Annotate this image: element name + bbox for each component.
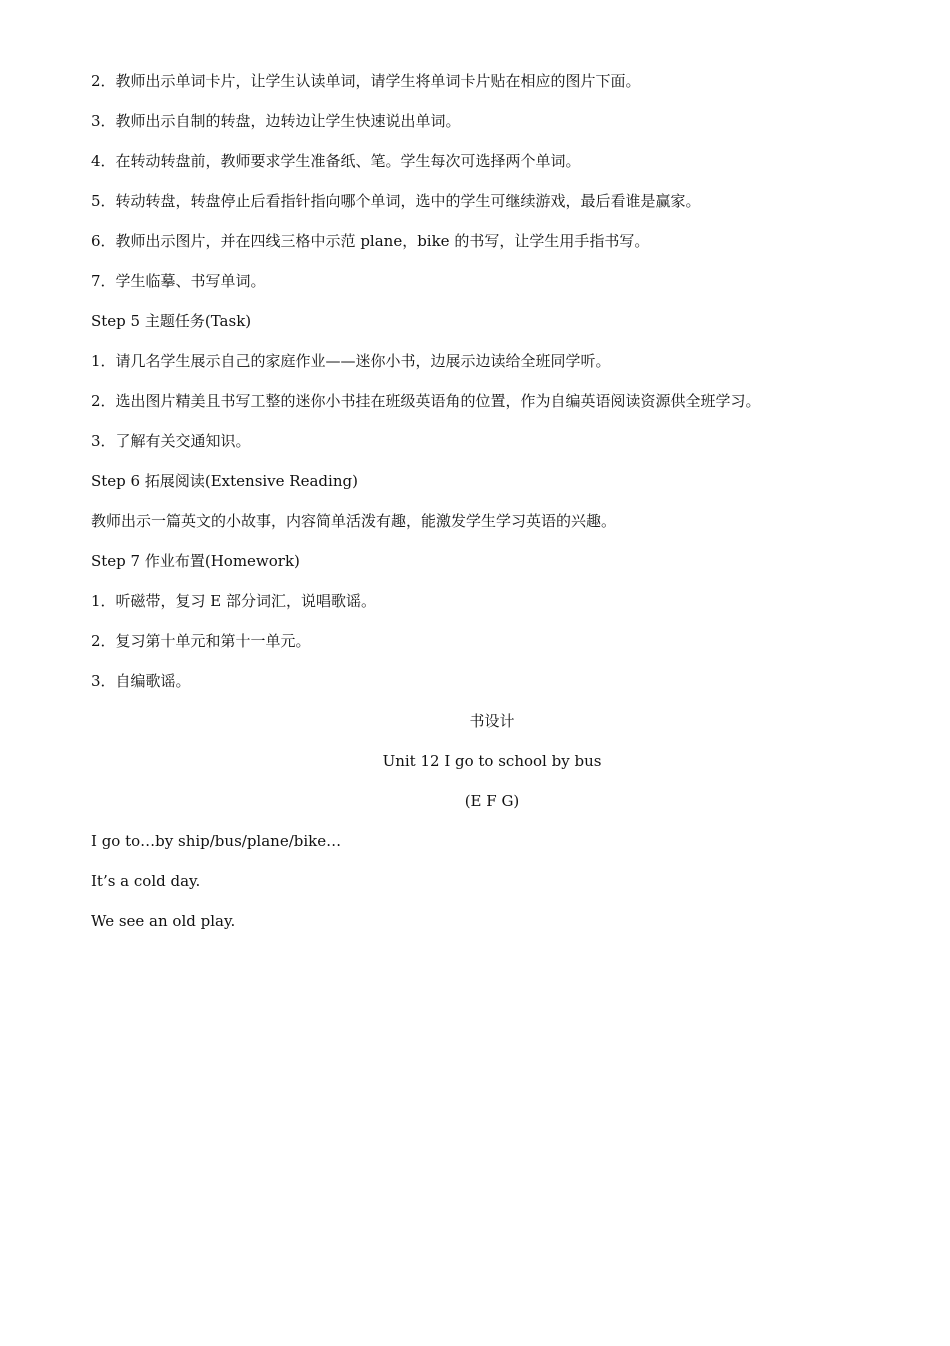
text-line: 5．转动转盘，转盘停止后看指针指向哪个单词，选中的学生可继续游戏，最后看谁是赢家。 [91, 192, 701, 210]
board-line: I go to…by ship/bus/plane/bike… [91, 832, 342, 850]
text-line: 3．了解有关交通知识。 [91, 432, 251, 450]
board-parts: (E F G) [464, 792, 520, 810]
text-line: 7．学生临摹、书写单词。 [91, 272, 266, 290]
board-heading: 书设计 [469, 712, 515, 730]
step-heading: Step 7 作业布置(Homework) [91, 552, 300, 570]
text-line: 2．选出图片精美且书写工整的迷你小书挂在班级英语角的位置，作为自编英语阅读资源供全班学习。 [91, 392, 761, 410]
text-line: 4．在转动转盘前，教师要求学生准备纸、笔。学生每次可选择两个单词。 [91, 152, 581, 170]
board-title: Unit 12 I go to school by bus [382, 752, 602, 770]
text-line: 教师出示一篇英文的小故事，内容简单活泼有趣，能激发学生学习英语的兴趣。 [91, 512, 617, 530]
text-line: 6．教师出示图片，并在四线三格中示范 plane，bike 的书写，让学生用手指书写。 [91, 232, 650, 250]
step-heading: Step 6 拓展阅读(Extensive Reading) [91, 472, 358, 490]
text-line: 3．教师出示自制的转盘，边转边让学生快速说出单词。 [91, 112, 461, 130]
board-line: It’s a cold day. [91, 872, 201, 890]
text-line: 2．复习第十单元和第十一单元。 [91, 632, 311, 650]
text-line: 2．教师出示单词卡片，让学生认读单词，请学生将单词卡片贴在相应的图片下面。 [91, 72, 641, 90]
text-line: 1．请几名学生展示自己的家庭作业——迷你小书，边展示边读给全班同学听。 [91, 352, 611, 370]
text-line: 1．听磁带，复习 E 部分词汇，说唱歌谣。 [91, 592, 377, 610]
board-line: We see an old play. [91, 912, 236, 930]
step-heading: Step 5 主题任务(Task) [91, 312, 252, 330]
text-line: 3．自编歌谣。 [91, 672, 191, 690]
